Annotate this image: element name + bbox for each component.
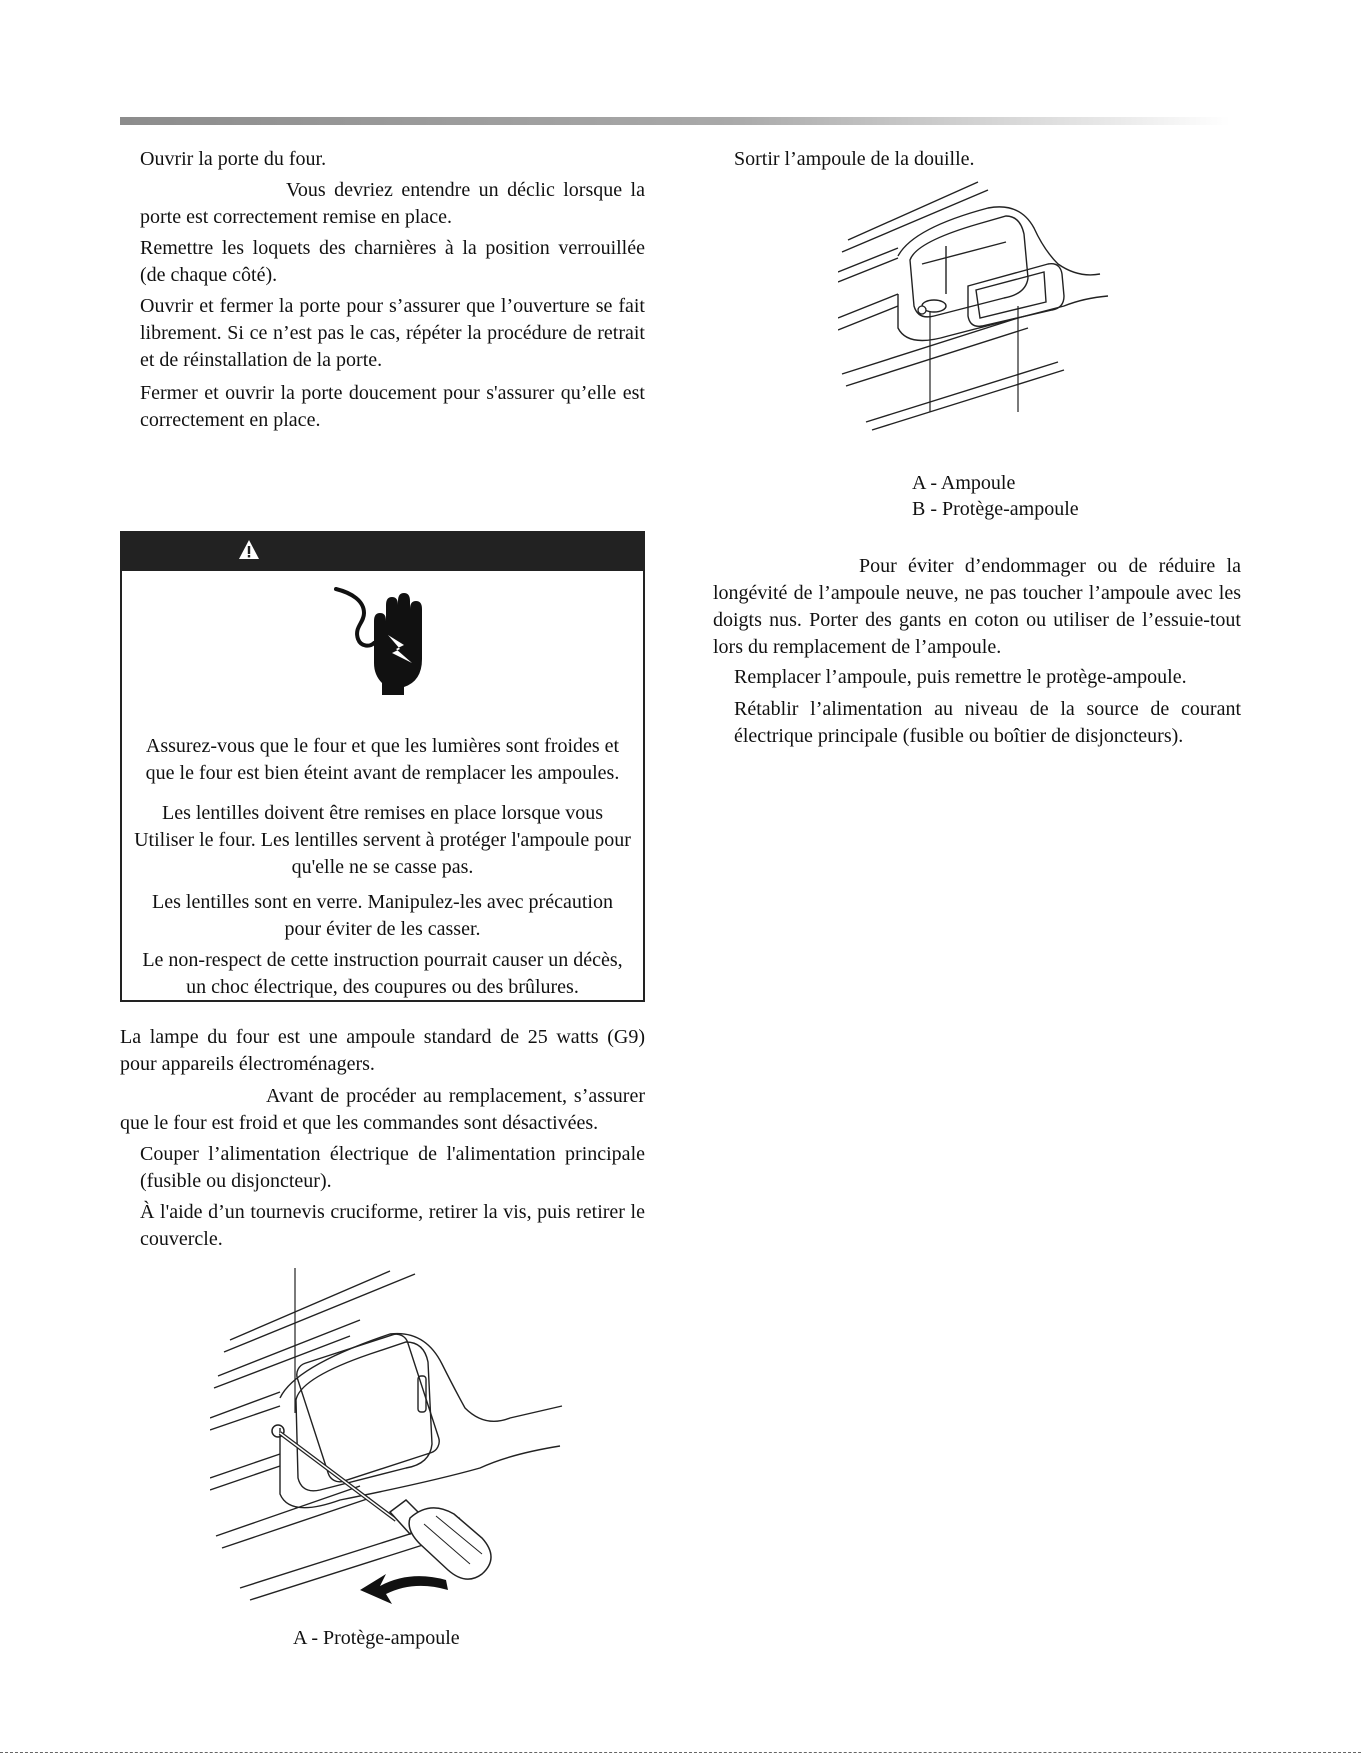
- step-cut-power: Couper l’alimentation électrique de l'alimentation principale (fusible ou disjoncteur).: [140, 1143, 645, 1192]
- step-open-close-door: Ouvrir et fermer la porte pour s’assurer que l’ouverture se fait librement. Si ce n’est pas le cas, répéter la procédure de retrait et de réinstallation de la porte.: [140, 295, 645, 371]
- lamp-info: La lampe du four est une ampoule standard de 25 watts (G9) pour appareils électroménagers.: [120, 1026, 645, 1075]
- figure-caption-b: B - Protège-ampoule: [912, 498, 1079, 520]
- figure-caption-left: A - Protège-ampoule: [293, 1627, 460, 1649]
- warning-text-cool: Assurez-vous que le four et que les lumières sont froides et que le four est bien éteint avant de remplacer les ampoules.: [145, 735, 620, 784]
- bulb-removal-illustration: [838, 178, 1118, 433]
- warning-text-glass: Les lentilles sont en verre. Manipulez-les avec précaution pour éviter de les casser.: [152, 891, 613, 940]
- bulb-handling-note: Pour éviter d’endommager ou de réduire la longévité de l’ampoule neuve, ne pas toucher l’ampoule avec les doigts nus. Porter des gants en coton ou utiliser de l’essuie-tout lors du remplacement de l’ampoule.: [713, 555, 1241, 658]
- step-open-door: Ouvrir la porte du four.: [140, 148, 327, 170]
- warning-text-lenses: Les lentilles doivent être remises en place lorsque vous Utiliser le four. Les lentilles servent à protéger l'ampoule pour qu'elle ne se casse pas.: [134, 802, 631, 878]
- step-remove-bulb: Sortir l’ampoule de la douille.: [734, 148, 975, 170]
- warning-header: [122, 533, 643, 571]
- step-restore-power: Rétablir l’alimentation au niveau de la source de courant électrique principale (fusible ou boîtier de disjoncteurs).: [734, 698, 1241, 747]
- warning-box: [120, 531, 645, 1002]
- figure-caption-a: A - Ampoule: [912, 472, 1016, 494]
- header-rule: [120, 117, 1230, 125]
- step-hinge-locks: Remettre les loquets des charnières à la position verrouillée (de chaque côté).: [140, 237, 645, 286]
- step-remove-cover: À l'aide d’un tournevis cruciforme, retirer la vis, puis retirer le couvercle.: [140, 1201, 645, 1250]
- step-replace-bulb: Remplacer l’ampoule, puis remettre le protège-ampoule.: [734, 666, 1187, 688]
- warning-text-consequence: Le non-respect de cette instruction pourrait causer un décès, un choc électrique, des coupures ou des brûlures.: [142, 949, 623, 998]
- cover-removal-illustration: [210, 1268, 570, 1613]
- step-close-gently: Fermer et ouvrir la porte doucement pour s'assurer qu’elle est correctement en place.: [140, 382, 645, 431]
- step-door-click: Vous devriez entendre un déclic lorsque la porte est correctement remise en place.: [140, 179, 645, 228]
- electric-shock-hand-icon: [330, 583, 435, 698]
- footer-rule: [0, 1752, 1361, 1753]
- warning-triangle-icon: [238, 539, 260, 561]
- before-replacement-note: Avant de procéder au remplacement, s’assurer que le four est froid et que les commandes sont désactivées.: [120, 1085, 645, 1134]
